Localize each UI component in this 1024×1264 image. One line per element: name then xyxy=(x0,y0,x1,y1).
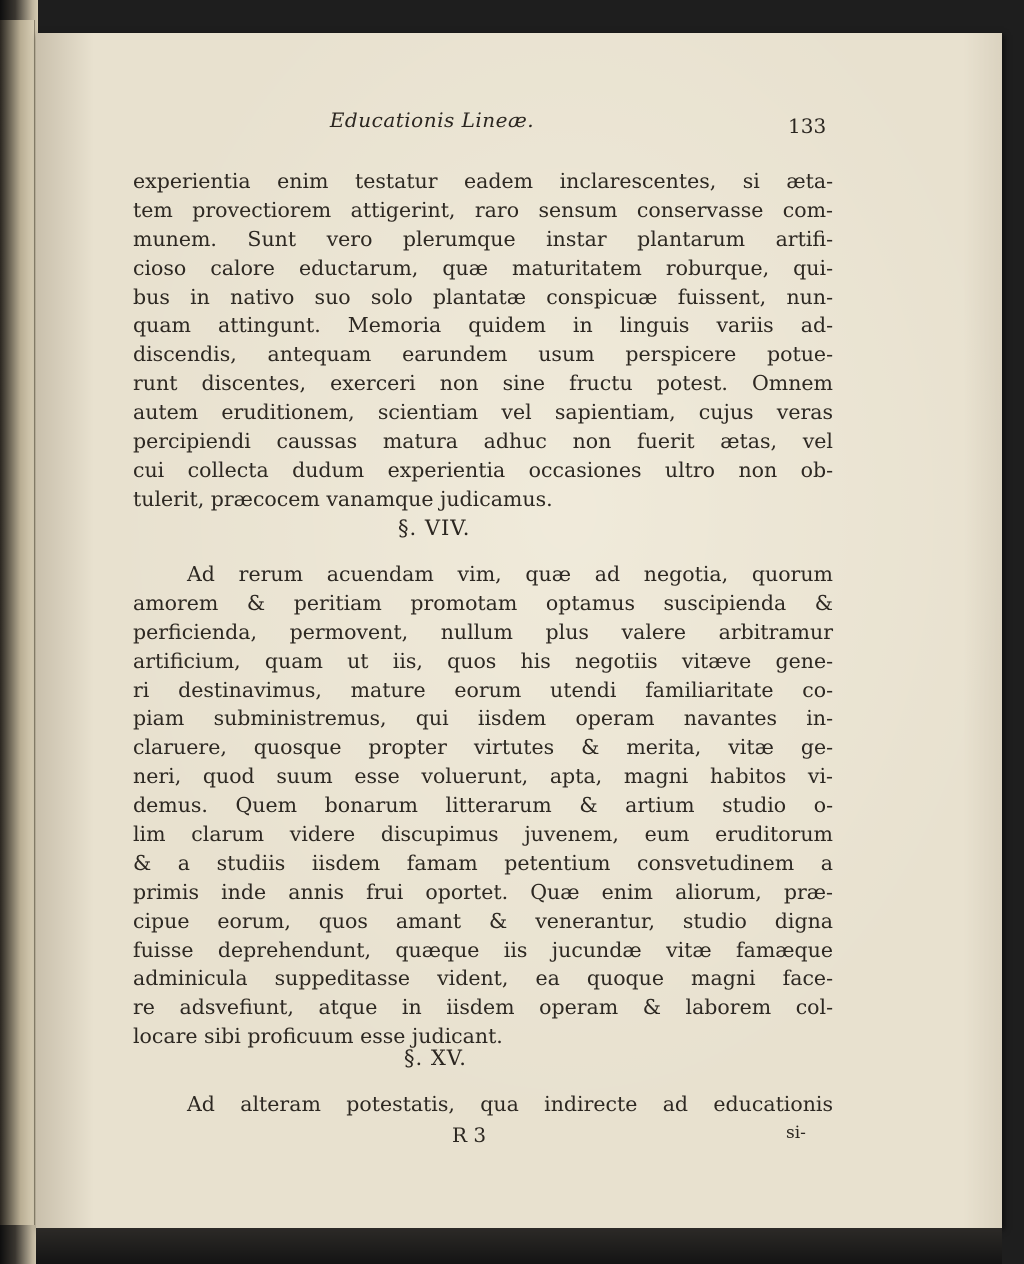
section-heading-xv: §. XV. xyxy=(404,1046,467,1070)
text-line: cioso calore eductarum, quæ maturitatem roburque, qui- xyxy=(133,255,833,280)
page-number: 133 xyxy=(788,114,827,138)
text-line: adminicula suppeditasse vident, ea quoque magni face- xyxy=(133,966,833,991)
text-line: experientia enim testatur eadem inclarescentes, si æta- xyxy=(133,169,833,193)
bottom-shadow xyxy=(36,1228,1002,1264)
signature-mark: R 3 xyxy=(452,1123,487,1147)
text-line: amorem & peritiam promotam optamus suscipienda & xyxy=(133,590,833,615)
text-line: artificium, quam ut iis, quos his negotiis vitæve gene- xyxy=(133,648,833,673)
text-line: bus in nativo suo solo plantatæ conspicuæ fuissent, nun- xyxy=(133,284,833,309)
text-line: demus. Quem bonarum litterarum & artium studio o- xyxy=(133,793,833,818)
text-line: re adsvefiunt, atque in iisdem operam & laborem col- xyxy=(133,995,833,1020)
section-heading-viv: §. VIV. xyxy=(398,516,471,540)
text-line: Ad rerum acuendam vim, quæ ad negotia, quorum xyxy=(187,562,833,586)
text-line: locare sibi proficuum esse judicant. xyxy=(133,1024,503,1049)
paragraph-1 xyxy=(133,167,833,514)
running-head: Educationis Lineæ. xyxy=(329,108,535,132)
text-line: perficienda, permovent, nullum plus valere arbitramur xyxy=(133,619,833,644)
text-line: discendis, antequam earundem usum perspicere potue- xyxy=(133,342,833,367)
text-line: neri, quod suum esse voluerunt, apta, magni habitos vi- xyxy=(133,764,833,789)
text-line: claruere, quosque propter virtutes & merita, vitæ ge- xyxy=(133,735,833,760)
section-1-body xyxy=(133,560,833,1051)
section-2-body xyxy=(133,1090,833,1119)
text-line: tem provectiorem attigerint, raro sensum conservasse com- xyxy=(133,197,833,222)
text-line: ri destinavimus, mature eorum utendi familiaritate co- xyxy=(133,677,833,702)
text-line: autem eruditionem, scientiam vel sapientiam, cujus veras xyxy=(133,400,833,425)
text-line: piam subministremus, qui iisdem operam navantes in- xyxy=(133,706,833,731)
text-line: munem. Sunt vero plerumque instar plantarum artifi- xyxy=(133,226,833,251)
text-line: tulerit, præcocem vanamque judicamus. xyxy=(133,486,553,511)
text-line: fuisse deprehendunt, quæque iis jucundæ vitæ famæque xyxy=(133,937,833,962)
text-line: Ad alteram potestatis, qua indirecte ad educationis xyxy=(187,1092,833,1116)
text-line: primis inde annis frui oportet. Quæ enim aliorum, præ- xyxy=(133,879,833,904)
text-line: & a studiis iisdem famam petentium consvetudinem a xyxy=(133,850,833,875)
text-line: percipiendi caussas matura adhuc non fuerit ætas, vel xyxy=(133,429,833,454)
text-line: quam attingunt. Memoria quidem in linguis variis ad- xyxy=(133,313,833,338)
text-line: runt discentes, exerceri non sine fructu potest. Omnem xyxy=(133,371,833,396)
text-line: lim clarum videre discupimus juvenem, eum eruditorum xyxy=(133,822,833,847)
text-line: cui collecta dudum experientia occasiones ultro non ob- xyxy=(133,457,833,482)
text-line: cipue eorum, quos amant & venerantur, studio digna xyxy=(133,908,833,933)
catchword: si- xyxy=(786,1123,806,1143)
left-page-edge xyxy=(0,20,35,1225)
